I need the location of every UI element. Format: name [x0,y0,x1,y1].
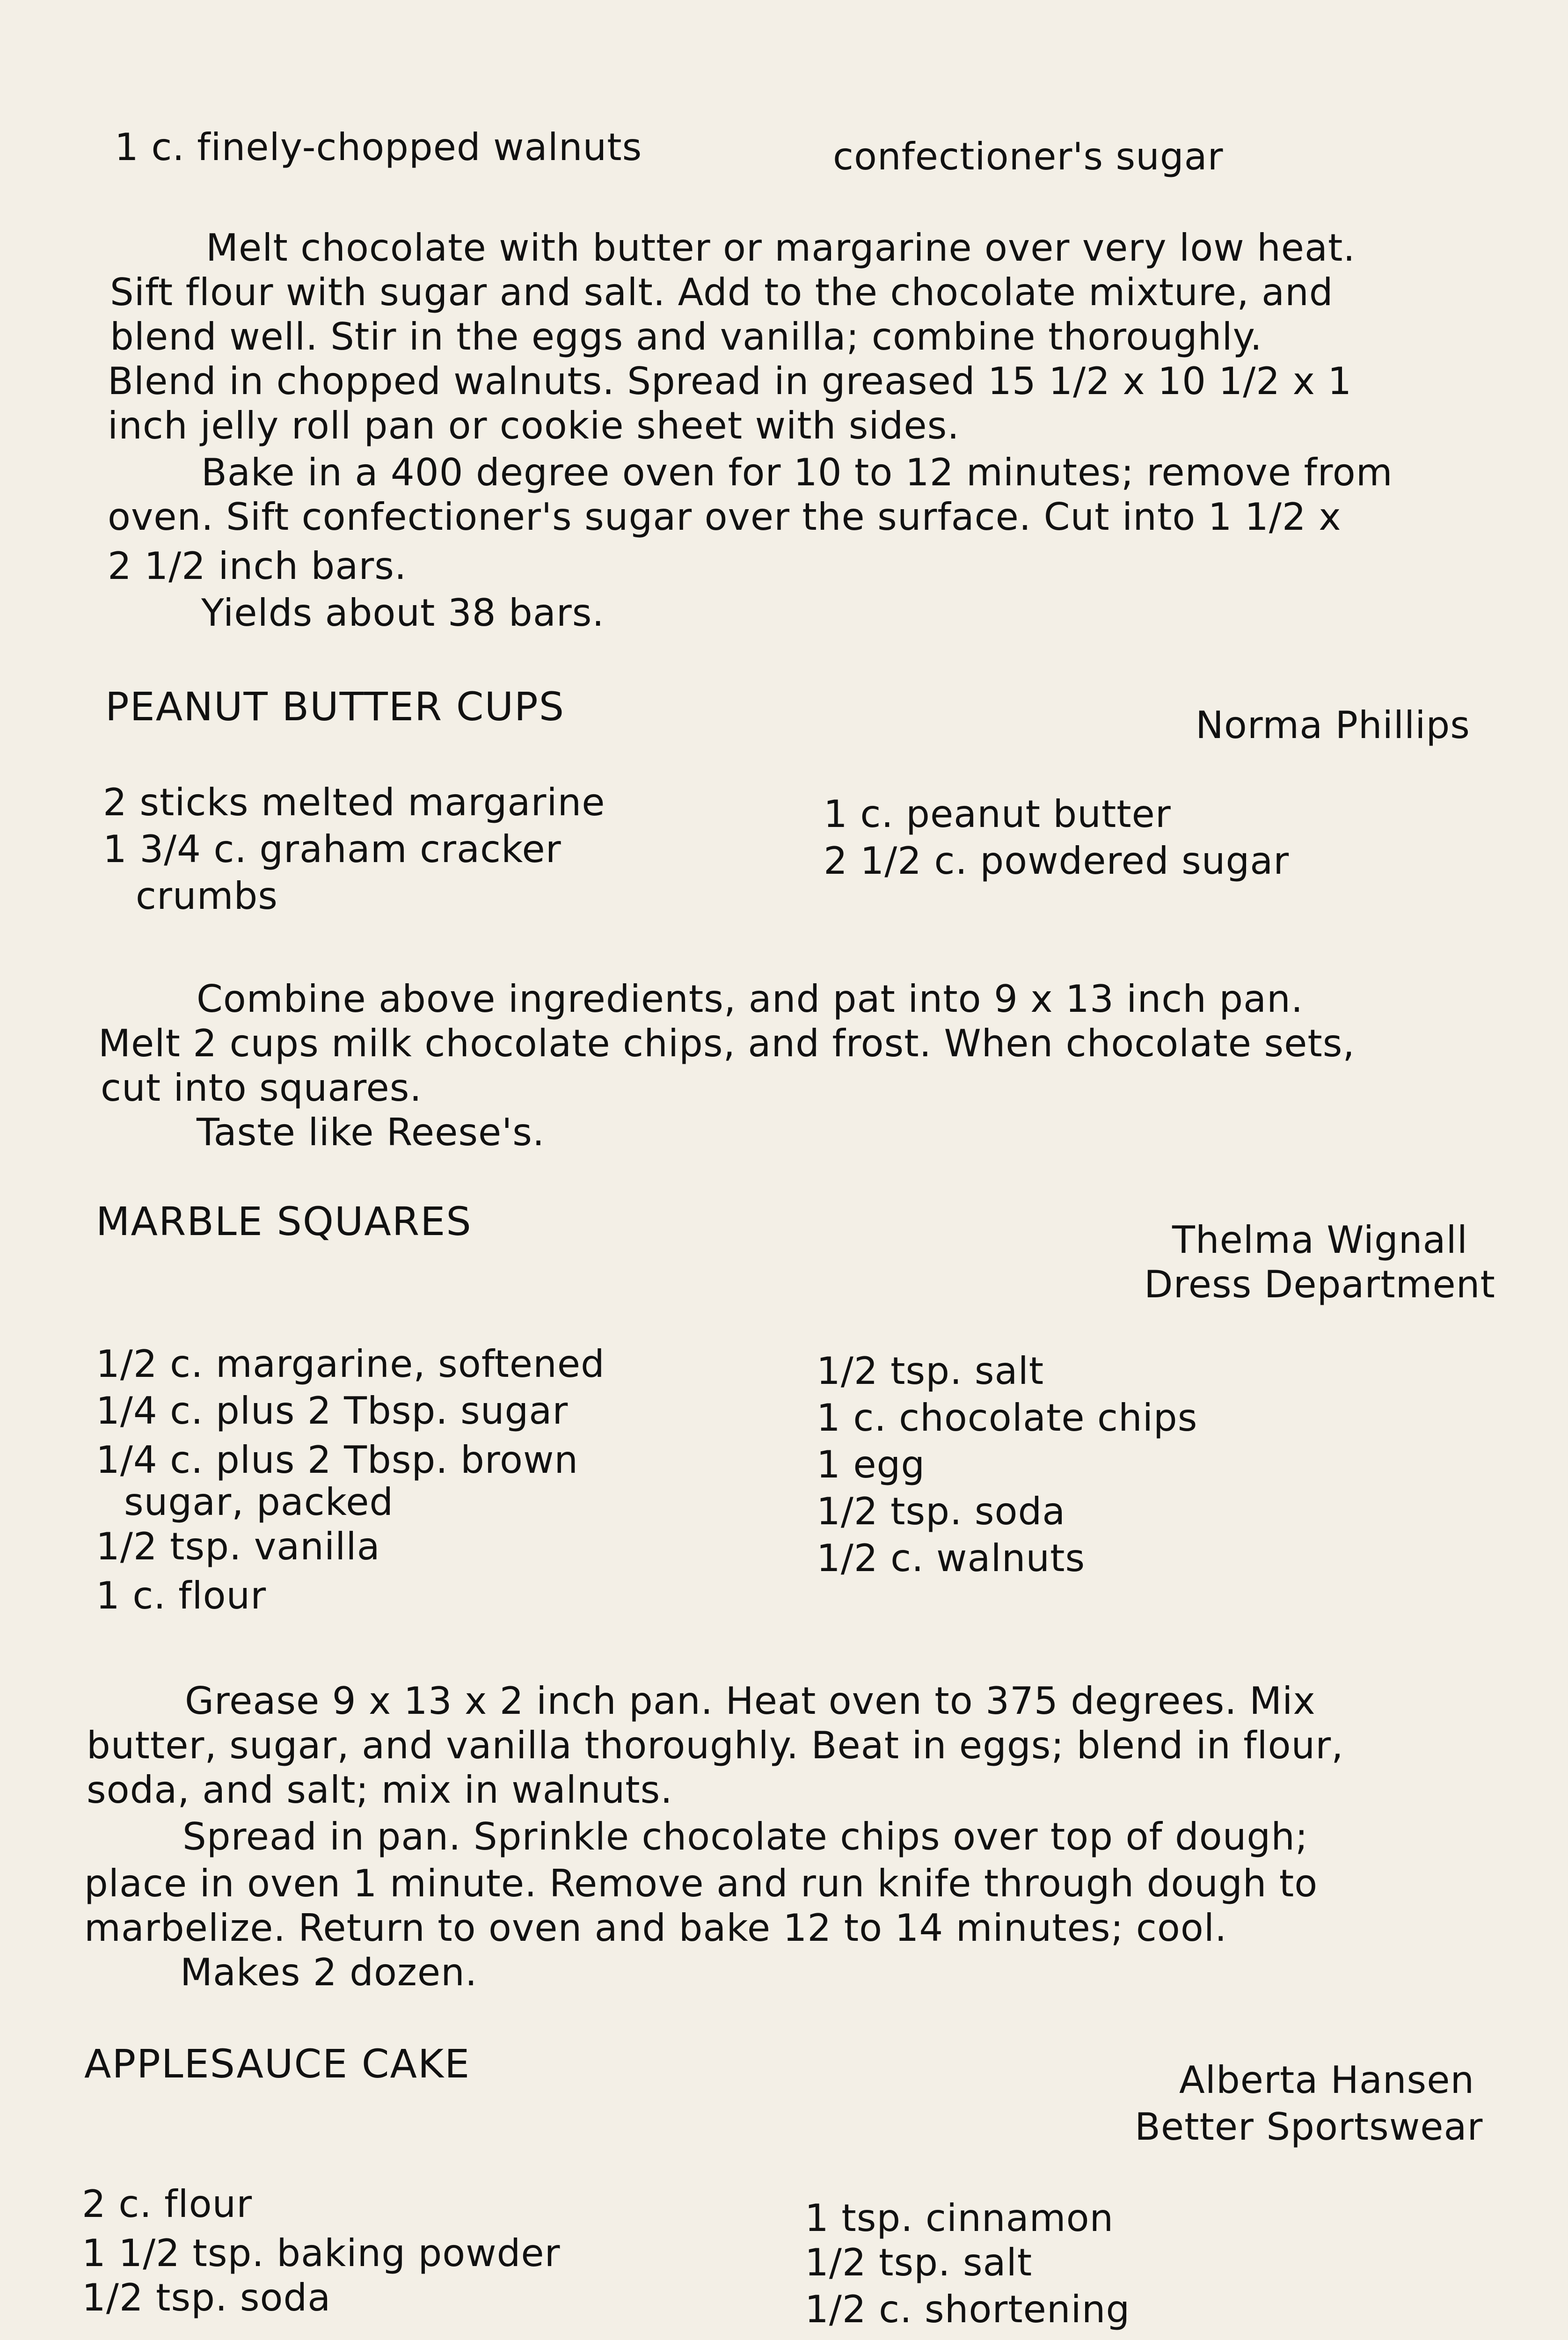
direction-line: Combine above ingredients, and pat into 9 x 13 inch pan. [197,977,1304,1021]
recipe-title: PEANUT BUTTER CUPS [105,684,565,730]
ingredient: 1/2 tsp. salt [817,1349,1044,1393]
ingredient: 1/2 c. shortening [805,2288,1130,2331]
recipe-author: Norma Phillips [1196,703,1470,747]
ingredient-walnuts: 1 c. finely-chopped walnuts [115,125,642,169]
ingredient: 1/2 tsp. soda [82,2276,331,2319]
recipe-author: Thelma Wignall [1172,1218,1468,1262]
ingredient: 1 c. chocolate chips [817,1396,1198,1440]
direction-line: soda, and salt; mix in walnuts. [87,1768,673,1812]
ingredient: 2 sticks melted margarine [103,781,605,824]
direction-line: Melt 2 cups milk chocolate chips, and frost. When chocolate sets, [98,1022,1355,1065]
ingredient: 1/2 c. walnuts [817,1536,1086,1580]
ingredient-confectioners-sugar: confectioner's sugar [833,135,1224,178]
recipe-department: Dress Department [1144,1263,1495,1306]
direction-line: Taste like Reese's. [197,1111,545,1154]
direction-line: Spread in pan. Sprinkle chocolate chips over top of dough; [182,1815,1308,1858]
ingredient: 1 c. peanut butter [824,792,1171,836]
ingredient: crumbs [136,874,278,918]
ingredient: 1/4 c. plus 2 Tbsp. sugar [96,1389,569,1433]
ingredient: 1 egg [817,1443,926,1486]
direction-line: blend well. Stir in the eggs and vanilla; combine thoroughly. [110,315,1262,358]
ingredient: 1 1/2 tsp. baking powder [82,2231,561,2275]
recipe-department: Better Sportswear [1135,2105,1483,2149]
direction-line: Yields about 38 bars. [201,591,605,635]
ingredient: 1/2 c. margarine, softened [96,1342,605,1386]
direction-line: Melt chocolate with butter or margarine over very low heat. [206,226,1356,270]
ingredient: 1/2 tsp. salt [805,2241,1033,2284]
ingredient: sugar, packed [124,1480,394,1524]
ingredient: 1 tsp. cinnamon [805,2196,1114,2240]
direction-line: marbelize. Return to oven and bake 12 to 14 minutes; cool. [84,1906,1227,1950]
direction-line: butter, sugar, and vanilla thoroughly. Beat in eggs; blend in flour, [87,1724,1344,1767]
ingredient: 1 c. flour [96,1574,267,1617]
direction-line: Grease 9 x 13 x 2 inch pan. Heat oven to 375 degrees. Mix [185,1679,1316,1723]
ingredient: 2 1/2 c. powdered sugar [824,839,1290,883]
ingredient: 1/2 tsp. soda [817,1490,1066,1533]
direction-line: Makes 2 dozen. [180,1951,478,1994]
recipe-author: Alberta Hansen [1179,2058,1475,2102]
recipe-title: MARBLE SQUARES [96,1199,472,1244]
direction-line: Bake in a 400 degree oven for 10 to 12 minutes; remove from [201,451,1393,494]
direction-line: Sift flour with sugar and salt. Add to the chocolate mixture, and [110,271,1334,314]
ingredient: 2 c. flour [82,2182,253,2226]
direction-line: 2 1/2 inch bars. [108,544,407,588]
direction-line: inch jelly roll pan or cookie sheet with sides. [108,404,960,447]
recipe-title: APPLESAUCE CAKE [84,2041,471,2087]
ingredient: 1/2 tsp. vanilla [96,1525,380,1568]
ingredient: 1 3/4 c. graham cracker [103,827,562,871]
direction-line: cut into squares. [101,1066,422,1110]
direction-line: Blend in chopped walnuts. Spread in greased 15 1/2 x 10 1/2 x 1 [108,359,1352,403]
direction-line: place in oven 1 minute. Remove and run knife through dough to [84,1862,1318,1905]
direction-line: oven. Sift confectioner's sugar over the surface. Cut into 1 1/2 x [108,495,1342,539]
ingredient: 1/4 c. plus 2 Tbsp. brown [96,1438,579,1482]
